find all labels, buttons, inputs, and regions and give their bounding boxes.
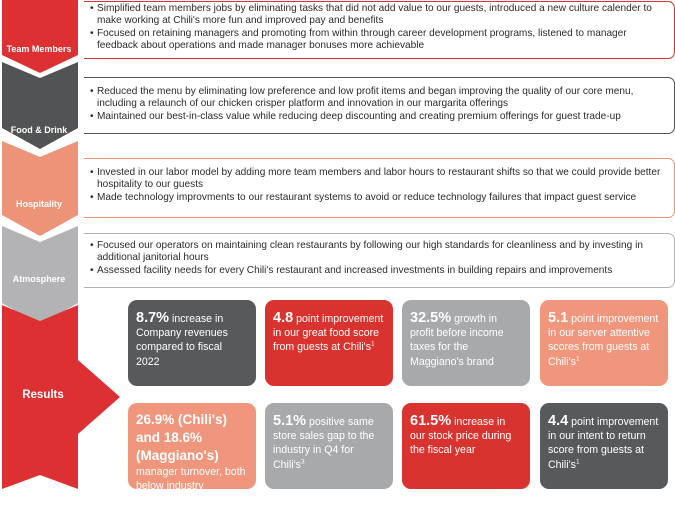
food-drink-bullet-2: • Maintained our best-in-class value while reducing deep discounting and creating premium offerings for guest trade-up — [90, 111, 668, 123]
chevron-food-drink-shape — [0, 62, 84, 149]
chevron-atmosphere-label: Atmosphere — [12, 274, 66, 284]
chevron-team-members-label: Team Members — [6, 44, 72, 54]
result-card-revenue-figure: 8.7% — [136, 310, 170, 326]
result-card-maggianos-profit-text: growth in profit before income taxes for the Maggiano's brand — [410, 313, 504, 368]
chevron-food-drink-label: Food & Drink — [10, 125, 68, 135]
results-label: Results — [22, 389, 64, 401]
atmosphere-bullet-2: • Assessed facility needs for every Chili's restaurant and increased investments in building repairs and improvements — [90, 265, 668, 277]
result-card-same-store-sales-figure: 5.1% — [273, 413, 307, 429]
result-card-intent-to-return-footnote: 1 — [575, 458, 580, 466]
result-card-stock-price — [402, 403, 530, 489]
result-card-server-score-footnote: 1 — [575, 355, 580, 363]
result-card-manager-turnover-text: manager turnover, both below industry average — [136, 466, 246, 507]
result-card-food-score-figure: 4.8 — [273, 310, 294, 326]
chevron-food-drink — [0, 62, 84, 149]
result-card-server-score-figure: 5.1 — [548, 310, 569, 326]
result-card-revenue — [128, 300, 256, 386]
result-card-intent-to-return — [540, 403, 668, 489]
result-card-maggianos-profit — [402, 300, 530, 386]
chevron-hospitality — [0, 141, 84, 236]
team-members-bullet-1: • Simplified team members jobs by eliminating tasks that did not add value to our guests, introduced a new culture calender to make working at Chili's more fun and improved pay and benefits — [90, 3, 668, 28]
result-card-maggianos-profit-figure: 32.5% — [410, 310, 452, 326]
result-card-server-score — [540, 300, 668, 386]
hospitality-bullet-2: • Made technology improvments to our restaurant systems to avoid or reduce technology failures that impact guest service — [90, 192, 668, 204]
atmosphere-bullet-1: • Focused our operators on maintaining clean restaurants by following our high standards for cleanliness and by investing in additional janitorial hours — [90, 240, 668, 265]
hospitality-bullet-1: • Invested in our labor model by adding more team members and labor hours to restaurant shifts so that we could provide better hospitality to our guests — [90, 167, 668, 192]
result-card-food-score-footnote: 1 — [371, 340, 375, 348]
result-card-same-store-sales-footnote: 3 — [300, 458, 305, 466]
result-card-same-store-sales-text: positive same store sales gap to the industry in Q4 for Chili's — [273, 416, 375, 471]
food-drink-box — [84, 77, 675, 134]
result-card-intent-to-return-figure: 4.4 — [548, 413, 569, 429]
result-card-intent-to-return-text: point improvement in our intent to return score from guests at Chili's — [548, 416, 659, 471]
result-card-manager-turnover — [128, 403, 256, 507]
result-card-food-score — [265, 300, 393, 386]
result-card-revenue-text: increase in Company revenues compared to fiscal 2022 — [136, 313, 228, 368]
result-card-stock-price-figure: 61.5% — [410, 413, 452, 429]
result-card-stock-price-text: increase in our stock price during the fiscal year — [410, 416, 512, 457]
hospitality-box — [84, 158, 675, 218]
result-card-server-score-text: point improvement in our server attentive scores from guests at Chili's — [548, 313, 659, 368]
food-drink-bullet-1: • Reduced the menu by eliminating low preference and low profit items and began improving the quality of our core menu, including a relaunch of our chicken crisper platform and innovation in our margarita offerings — [90, 86, 668, 111]
team-members-box — [84, 1, 675, 59]
chevron-hospitality-label: Hospitality — [15, 199, 62, 209]
chevron-hospitality-shape — [0, 141, 84, 236]
result-card-same-store-sales — [265, 403, 393, 489]
result-card-food-score-text: point improvement in our great food score from guests at Chili's — [273, 313, 384, 354]
team-members-bullet-2: • Focused on retaining managers and promoting from within through career development programs, listened to manager feedback about operations and made manager bonuses more achievable — [90, 28, 668, 53]
result-card-manager-turnover-footnote: 2 — [174, 493, 178, 501]
result-card-manager-turnover-figure: 26.9% (Chili's) and 18.6% (Maggiano's) — [136, 412, 227, 463]
atmosphere-box — [84, 233, 675, 288]
